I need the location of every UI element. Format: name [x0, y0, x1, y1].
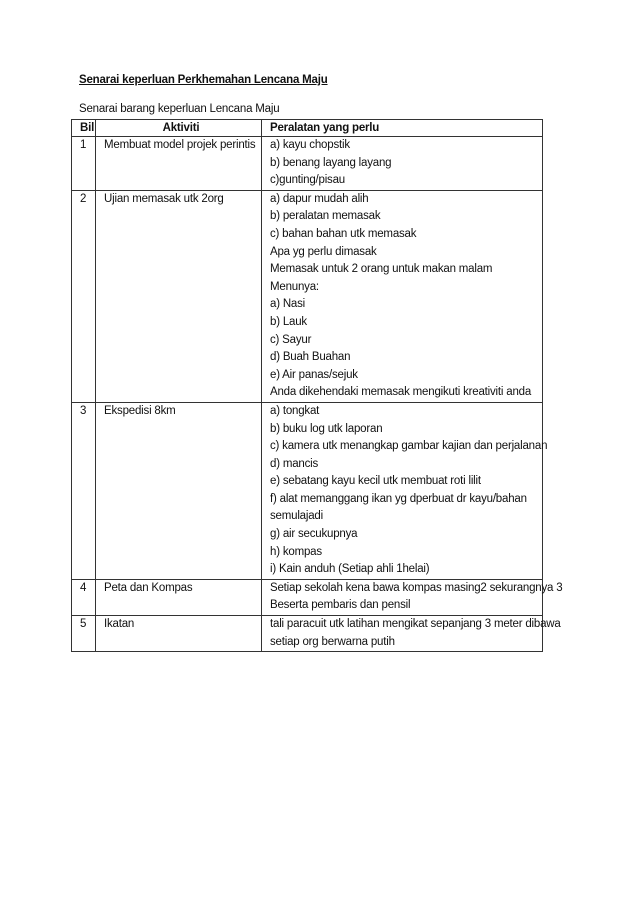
peralatan-line: c) bahan bahan utk memasak [270, 227, 417, 240]
peralatan-line: a) dapur mudah alih [270, 192, 369, 205]
header-aktiviti: Aktiviti [96, 120, 262, 137]
peralatan-line: d) Buah Buahan [270, 351, 351, 364]
cell-peralatan [262, 579, 563, 615]
peralatan-line: f) alat memanggang ikan yg dperbuat dr kayu/bahan [270, 492, 527, 505]
cell-aktiviti: Peta dan Kompas [96, 579, 262, 615]
peralatan-line: c) Sayur [270, 333, 312, 346]
peralatan-line: i) Kain anduh (Setiap ahli 1helai) [270, 563, 430, 576]
cell-aktiviti: Ekspedisi 8km [96, 402, 262, 579]
cell-aktiviti: Ikatan [96, 616, 262, 652]
peralatan-line: c)gunting/pisau [270, 174, 345, 187]
table-row [72, 402, 543, 579]
peralatan-line: b) peralatan memasak [270, 210, 381, 223]
table-row [72, 579, 543, 615]
cell-peralatan [262, 137, 543, 191]
document-title: Senarai keperluan Perkhemahan Lencana Maju [79, 74, 328, 86]
peralatan-line: Beserta pembaris dan pensil [270, 599, 411, 612]
peralatan-line: tali paracuit utk latihan mengikat sepanjang 3 meter dibawa [270, 618, 561, 631]
peralatan-line: Menunya: [270, 280, 319, 293]
cell-peralatan [262, 616, 561, 652]
table-header-row [72, 120, 543, 137]
cell-bil: 5 [72, 616, 96, 652]
cell-bil: 1 [72, 137, 96, 191]
requirements-table [71, 119, 563, 652]
cell-peralatan [262, 402, 548, 579]
peralatan-line: semulajadi [270, 510, 323, 523]
cell-bil: 3 [72, 402, 96, 579]
peralatan-line: setiap org berwarna putih [270, 635, 395, 648]
cell-aktiviti: Ujian memasak utk 2org [96, 190, 262, 402]
table-row [72, 137, 543, 191]
header-peralatan: Peralatan yang perlu [262, 120, 543, 137]
table-row [72, 616, 543, 652]
peralatan-line: Setiap sekolah kena bawa kompas masing2 sekurangnya 3 [270, 581, 563, 594]
peralatan-line: a) tongkat [270, 404, 320, 417]
header-bil: Bil [72, 120, 96, 137]
peralatan-line: h) kompas [270, 545, 322, 558]
peralatan-line: Anda dikehendaki memasak mengikuti kreativiti anda [270, 386, 532, 399]
table-row [72, 190, 543, 402]
cell-aktiviti: Membuat model projek perintis [96, 137, 262, 191]
cell-bil: 2 [72, 190, 96, 402]
peralatan-line: b) Lauk [270, 315, 307, 328]
peralatan-line: e) sebatang kayu kecil utk membuat roti lilit [270, 475, 481, 488]
peralatan-line: d) mancis [270, 457, 319, 470]
peralatan-line: c) kamera utk menangkap gambar kajian dan perjalanan [270, 440, 548, 453]
peralatan-line: Apa yg perlu dimasak [270, 245, 377, 258]
peralatan-line: e) Air panas/sejuk [270, 368, 358, 381]
peralatan-line: b) benang layang layang [270, 156, 392, 169]
peralatan-line: Memasak untuk 2 orang untuk makan malam [270, 263, 493, 276]
peralatan-line: b) buku log utk laporan [270, 422, 383, 435]
peralatan-line: a) Nasi [270, 298, 306, 311]
peralatan-line: a) kayu chopstik [270, 139, 350, 151]
peralatan-line: g) air secukupnya [270, 528, 358, 541]
document-subtitle: Senarai barang keperluan Lencana Maju [79, 103, 280, 115]
cell-peralatan [262, 190, 543, 402]
cell-bil: 4 [72, 579, 96, 615]
